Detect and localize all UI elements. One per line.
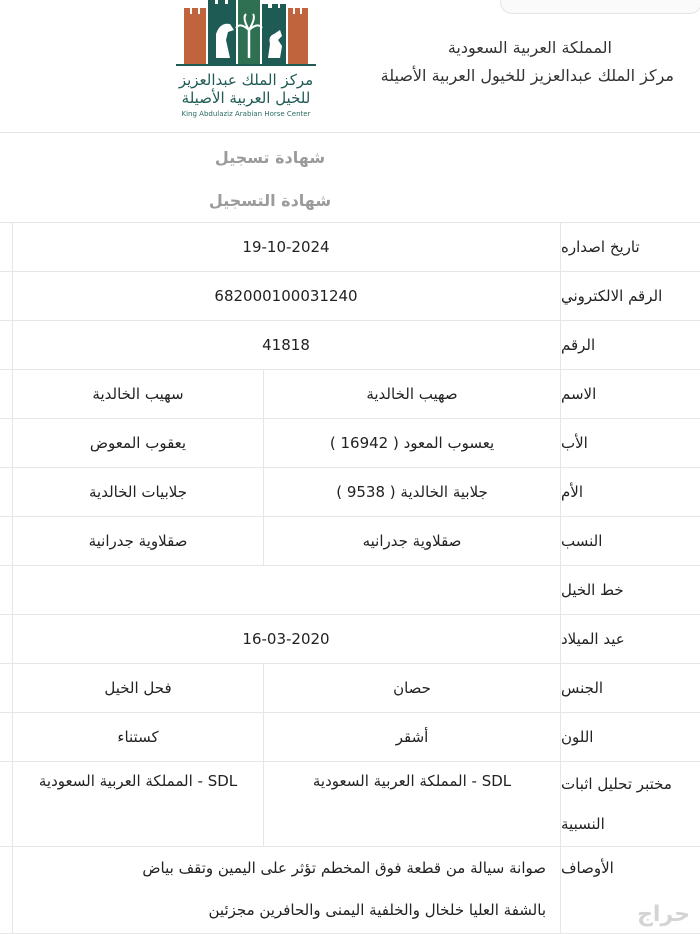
- top-bar-fragment: [500, 0, 700, 14]
- label-gender: الجنس: [560, 664, 700, 712]
- value-electronic-number: 682000100031240: [214, 287, 358, 305]
- row-color: [0, 713, 700, 762]
- certificate-header: [0, 0, 700, 133]
- label-issue-date: تاريخ اصداره: [560, 223, 700, 271]
- label-description: الأوصاف: [560, 847, 700, 933]
- label-color: اللون: [560, 713, 700, 761]
- value-lab-col2: SDL - المملكة العربية السعودية: [38, 772, 238, 790]
- value-name-col1: صهيب الخالدية: [263, 370, 560, 418]
- label-lab-line1: مختبر تحليل اثبات: [561, 775, 672, 793]
- row-lab: [0, 762, 700, 847]
- row-lineage: [0, 517, 700, 566]
- certificate-subtitle: شهادة التسجيل: [208, 191, 332, 210]
- value-father-col2: يعقوب المعوض: [89, 434, 187, 452]
- logo-arabic-line1: مركز الملك عبدالعزيز: [178, 71, 314, 89]
- row-father: [0, 419, 700, 468]
- value-father-col1: يعسوب المعود ( 16942 ): [263, 419, 560, 467]
- value-color-col2: كستناء: [117, 728, 159, 746]
- value-gender-col1: حصان: [263, 664, 560, 712]
- label-number: الرقم: [560, 321, 700, 369]
- registration-table: [0, 222, 700, 934]
- row-electronic-number: [0, 272, 700, 321]
- row-mother: [0, 468, 700, 517]
- value-color-col1: أشقر: [263, 713, 560, 761]
- label-lineage: النسب: [560, 517, 700, 565]
- row-description: [0, 847, 700, 934]
- value-mother-col1: جلابية الخالدية ( 9538 ): [263, 468, 560, 516]
- value-lineage-col2: صقلاوية جدرانية: [88, 532, 188, 550]
- value-mother-col2: جلابيات الخالدية: [88, 483, 188, 501]
- kingdom-name: المملكة العربية السعودية: [447, 38, 612, 57]
- description-line2: بالشفة العليا خلخال والخلفية اليمنى والحافرين مجزئين: [208, 901, 546, 919]
- label-horse-line: خط الخيل: [560, 566, 700, 614]
- row-name: [0, 370, 700, 419]
- value-description: [12, 847, 560, 933]
- label-lab-line2: النسبية: [561, 815, 605, 833]
- value-number: 41818: [262, 336, 310, 354]
- value-lineage-col1: صقلاوية جدرانيه: [263, 517, 560, 565]
- label-lab: [560, 762, 700, 846]
- value-birth-date: 16-03-2020: [242, 630, 330, 648]
- row-issue-date: [0, 223, 700, 272]
- kaahc-logo: [176, 0, 316, 126]
- logo-emblem-icon: [176, 0, 316, 72]
- label-father: الأب: [560, 419, 700, 467]
- value-lab-col1: SDL - المملكة العربية السعودية: [263, 762, 560, 846]
- value-name-col2: سهيب الخالدية: [92, 385, 184, 403]
- value-issue-date: 19-10-2024: [242, 238, 330, 256]
- label-name: الاسم: [560, 370, 700, 418]
- row-number: [0, 321, 700, 370]
- watermark: حراج: [637, 902, 690, 927]
- label-birth-date: عيد الميلاد: [560, 615, 700, 663]
- label-electronic-number: الرقم الالكتروني: [560, 272, 700, 320]
- row-birth-date: [0, 615, 700, 664]
- row-gender: [0, 664, 700, 713]
- certificate-title: شهادة تسجيل: [214, 148, 326, 167]
- value-horse-line: [12, 566, 560, 614]
- row-horse-line: [0, 566, 700, 615]
- logo-english-text: King Abdulaziz Arabian Horse Center: [181, 110, 311, 118]
- description-line1: صوانة سيالة من قطعة فوق المخطم تؤثر على اليمين وتقف بياض: [142, 859, 546, 877]
- logo-arabic-line2: للخيل العربية الأصيلة: [181, 89, 311, 107]
- center-name: مركز الملك عبدالعزيز للخيول العربية الأصيلة: [380, 66, 674, 85]
- value-gender-col2: فحل الخيل: [104, 679, 172, 697]
- label-mother: الأم: [560, 468, 700, 516]
